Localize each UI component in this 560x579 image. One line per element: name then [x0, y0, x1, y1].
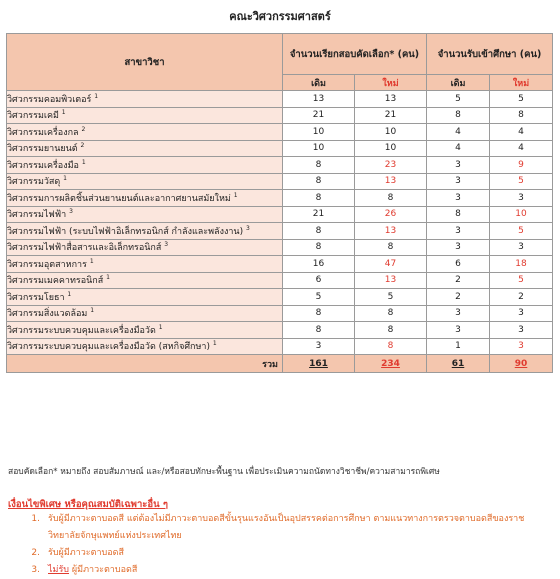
exam-new: 8 — [355, 322, 427, 339]
admit-new: 3 — [490, 338, 553, 355]
exam-old: 8 — [283, 223, 355, 240]
list-item-number: 2. — [31, 548, 40, 558]
admit-new: 3 — [490, 322, 553, 339]
total-exam-old: 161 — [283, 355, 355, 373]
header-exam: จำนวนเรียกสอบคัดเลือก* (คน) — [283, 34, 427, 75]
exam-old: 8 — [283, 157, 355, 174]
major-label: วิศวกรรมไฟฟ้า — [7, 210, 67, 221]
list-item-number: 1. — [31, 514, 40, 524]
major-label: วิศวกรรมอุตสาหการ — [7, 259, 87, 270]
exam-new: 10 — [355, 124, 427, 141]
header-major: สาขาวิชา — [7, 34, 283, 91]
exam-old: 16 — [283, 256, 355, 273]
exam-new: 23 — [355, 157, 427, 174]
header-admit: จำนวนรับเข้าศึกษา (คน) — [427, 34, 553, 75]
exam-new: 8 — [355, 239, 427, 256]
footnote-marker: 1 — [212, 340, 217, 348]
admit-old: 2 — [427, 289, 490, 306]
footnote-marker: 3 — [164, 241, 169, 249]
footnote-marker: 1 — [67, 290, 72, 298]
major-label: วิศวกรรมเคมี — [7, 111, 59, 122]
admit-new: 10 — [490, 206, 553, 223]
footnote-marker: 1 — [94, 92, 99, 100]
exam-new: 8 — [355, 190, 427, 207]
table-row — [7, 256, 553, 273]
list-item — [8, 562, 538, 579]
admit-new: 18 — [490, 256, 553, 273]
admit-new: 4 — [490, 124, 553, 141]
footnote: สอบคัดเลือก* หมายถึง สอบสัมภาษณ์ และ/หรือสอบทักษะพื้นฐาน เพื่อประเมินความถนัดทางวิชาชีพ/ความสามารถพิเศษ — [8, 467, 440, 477]
major-label: วิศวกรรมยานยนต์ — [7, 144, 78, 155]
footnote-marker: 2 — [81, 125, 86, 133]
list-item-text: ผู้มีภาวะตาบอดสี — [69, 565, 138, 575]
admit-old: 3 — [427, 173, 490, 190]
admit-old: 3 — [427, 322, 490, 339]
major-label: วิศวกรรมโยธา — [7, 292, 65, 303]
sub-exam-new: ใหม่ — [355, 75, 427, 91]
exam-old: 10 — [283, 124, 355, 141]
major-label: วิศวกรรมระบบควบคุมและเครื่องมือวัด — [7, 325, 156, 336]
exam-old: 3 — [283, 338, 355, 355]
sub-admit-new: ใหม่ — [490, 75, 553, 91]
major-name — [7, 173, 283, 190]
major-label: วิศวกรรมระบบควบคุมและเครื่องมือวัด (สหกิจศึกษา) — [7, 342, 211, 353]
admit-old: 3 — [427, 157, 490, 174]
admit-old: 3 — [427, 239, 490, 256]
table-body — [7, 91, 553, 355]
major-name — [7, 190, 283, 207]
admit-old: 5 — [427, 91, 490, 108]
admit-new: 5 — [490, 223, 553, 240]
major-name — [7, 256, 283, 273]
admit-old: 1 — [427, 338, 490, 355]
table-row — [7, 190, 553, 207]
exam-old: 8 — [283, 239, 355, 256]
major-label: วิศวกรรมเครื่องกล — [7, 127, 79, 138]
list-item-number: 3. — [31, 565, 40, 575]
admit-new: 4 — [490, 140, 553, 157]
major-label: วิศวกรรมไฟฟ้า (ระบบไฟฟ้าอิเล็กทรอนิกส์ กำลังและพลังงาน) — [7, 226, 244, 237]
major-name — [7, 338, 283, 355]
table-row — [7, 239, 553, 256]
major-name — [7, 239, 283, 256]
admit-old: 3 — [427, 190, 490, 207]
exam-new: 47 — [355, 256, 427, 273]
footnote-marker: 1 — [89, 257, 94, 265]
exam-old: 8 — [283, 190, 355, 207]
table-row — [7, 272, 553, 289]
admit-new: 3 — [490, 190, 553, 207]
exam-old: 10 — [283, 140, 355, 157]
sub-exam-old: เดิม — [283, 75, 355, 91]
sub-admit-old: เดิม — [427, 75, 490, 91]
exam-new: 10 — [355, 140, 427, 157]
admit-new: 3 — [490, 305, 553, 322]
major-label: วิศวกรรมสิ่งแวดล้อม — [7, 309, 88, 320]
major-name — [7, 140, 283, 157]
table-row — [7, 157, 553, 174]
footnote-marker: 1 — [233, 191, 238, 199]
admit-old: 2 — [427, 272, 490, 289]
exam-new: 13 — [355, 223, 427, 240]
major-name — [7, 289, 283, 306]
exam-new: 13 — [355, 173, 427, 190]
list-item-text-wrap — [48, 562, 538, 579]
exam-new: 8 — [355, 338, 427, 355]
exam-old: 13 — [283, 91, 355, 108]
list-item — [8, 545, 538, 562]
total-admit-old: 61 — [427, 355, 490, 373]
list-item-text: รับผู้มีภาวะตาบอดสี — [48, 548, 124, 558]
exam-old: 5 — [283, 289, 355, 306]
exam-new: 8 — [355, 305, 427, 322]
admit-new: 5 — [490, 91, 553, 108]
total-row — [7, 355, 553, 373]
admit-old: 4 — [427, 140, 490, 157]
not-accepted-label: ไม่รับ — [48, 565, 70, 575]
table-row — [7, 124, 553, 141]
admit-old: 3 — [427, 305, 490, 322]
major-name — [7, 206, 283, 223]
exam-new: 21 — [355, 107, 427, 124]
major-name — [7, 124, 283, 141]
major-name — [7, 107, 283, 124]
exam-new: 26 — [355, 206, 427, 223]
table-row — [7, 173, 553, 190]
table-row — [7, 91, 553, 108]
table-row — [7, 206, 553, 223]
total-admit-new: 90 — [490, 355, 553, 373]
admit-old: 6 — [427, 256, 490, 273]
table-row — [7, 305, 553, 322]
major-label: วิศวกรรมไฟฟ้าสื่อสารและอิเล็กทรอนิกส์ — [7, 243, 162, 254]
list-item-text: รับผู้มีภาวะตาบอดสี แต่ต้องไม่มีภาวะตาบอดสีขั้นรุนแรงอันเป็นอุปสรรคต่อการศึกษา ตามแนวทางการตรวจตาบอดสีของราชวิทยาลัยจักษุแพทย์แห่งประเทศไทย — [48, 514, 525, 541]
admit-new: 2 — [490, 289, 553, 306]
major-name — [7, 91, 283, 108]
total-label: รวม — [7, 355, 283, 373]
exam-new: 5 — [355, 289, 427, 306]
exam-old: 8 — [283, 322, 355, 339]
special-conditions-list — [8, 511, 538, 579]
admit-old: 3 — [427, 223, 490, 240]
footnote-marker: 1 — [81, 158, 86, 166]
footnote-marker: 2 — [80, 142, 85, 150]
exam-new: 13 — [355, 91, 427, 108]
major-label: วิศวกรรมเครื่องมือ — [7, 160, 79, 171]
admission-table — [6, 33, 553, 373]
footnote-marker: 1 — [106, 274, 110, 282]
footnote-marker: 1 — [63, 175, 67, 183]
exam-old: 8 — [283, 305, 355, 322]
table-row — [7, 140, 553, 157]
page-title: คณะวิศวกรรมศาสตร์ — [229, 10, 331, 23]
table-row — [7, 107, 553, 124]
admit-new: 3 — [490, 239, 553, 256]
exam-old: 8 — [283, 173, 355, 190]
admit-new: 5 — [490, 272, 553, 289]
exam-new: 13 — [355, 272, 427, 289]
admit-new: 9 — [490, 157, 553, 174]
major-label: วิศวกรรมเมคคาทรอนิกส์ — [7, 276, 104, 287]
exam-old: 21 — [283, 107, 355, 124]
footnote-marker: 1 — [158, 323, 163, 331]
major-label: วิศวกรรมคอมพิวเตอร์ — [7, 94, 92, 105]
major-label: วิศวกรรมการผลิตชิ้นส่วนยานยนต์และอากาศยานสมัยใหม่ — [7, 193, 231, 204]
exam-old: 6 — [283, 272, 355, 289]
major-name — [7, 272, 283, 289]
table-row — [7, 289, 553, 306]
footnote-marker: 1 — [90, 307, 95, 315]
table-row — [7, 338, 553, 355]
footnote-marker: 3 — [245, 224, 250, 232]
admit-new: 5 — [490, 173, 553, 190]
special-conditions-heading: เงื่อนไขพิเศษ หรือคุณสมบัติเฉพาะอื่น ๆ — [8, 499, 168, 510]
major-name — [7, 223, 283, 240]
admit-old: 8 — [427, 107, 490, 124]
table-row — [7, 223, 553, 240]
major-name — [7, 322, 283, 339]
admit-old: 8 — [427, 206, 490, 223]
footnote-marker: 3 — [69, 208, 73, 216]
admit-old: 4 — [427, 124, 490, 141]
exam-old: 21 — [283, 206, 355, 223]
footnote-marker: 1 — [61, 109, 66, 117]
table-row — [7, 322, 553, 339]
major-name — [7, 157, 283, 174]
major-name — [7, 305, 283, 322]
total-exam-new: 234 — [355, 355, 427, 373]
major-label: วิศวกรรมวัสดุ — [7, 177, 61, 188]
admit-new: 8 — [490, 107, 553, 124]
list-item — [8, 511, 538, 545]
